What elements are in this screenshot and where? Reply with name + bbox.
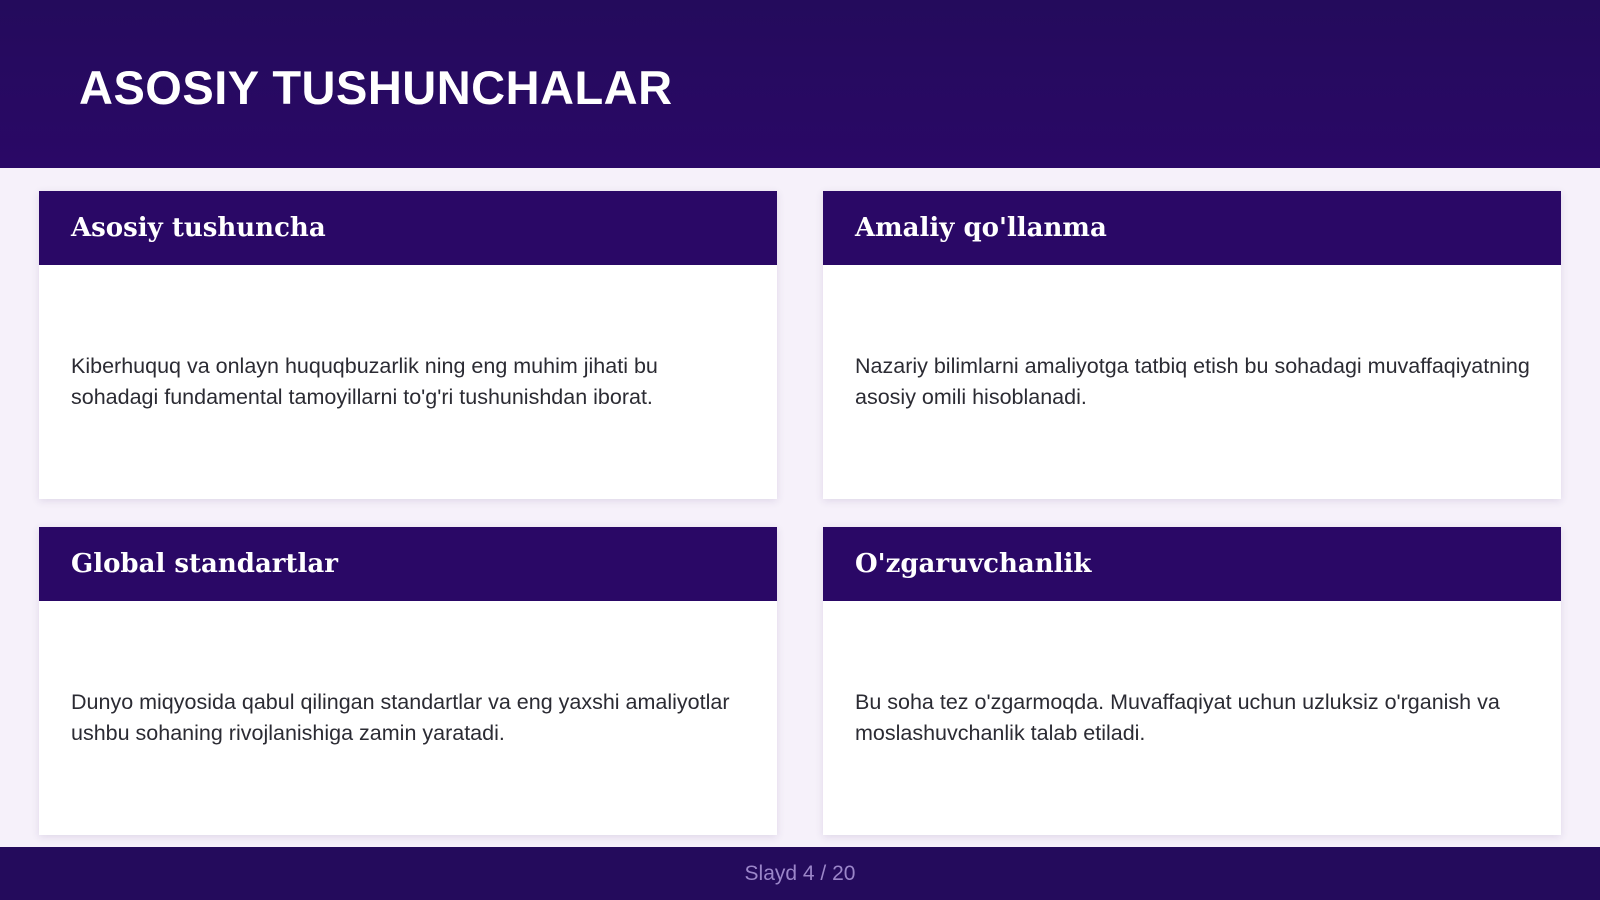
card-text: Kiberhuquq va onlayn huquqbuzarlik ning eng muhim jihati bu sohadagi fundamental tamoyillarni to'g'ri tushunishdan iborat. <box>71 354 658 409</box>
card-text: Dunyo miqyosida qabul qilingan standartlar va eng yaxshi amaliyotlar ushbu sohaning rivojlanishiga zamin yaratadi. <box>71 690 730 745</box>
slide-footer <box>0 847 1600 900</box>
card-ozgaruvchanlik <box>823 527 1561 835</box>
card-text: Bu soha tez o'zgarmoqda. Muvaffaqiyat uchun uzluksiz o'rganish va moslashuvchanlik talab etiladi. <box>855 690 1500 745</box>
card-header <box>39 191 777 265</box>
slide-counter: Slayd 4 / 20 <box>744 861 856 885</box>
card-asosiy-tushuncha <box>39 191 777 499</box>
card-amaliy-qollanma <box>823 191 1561 499</box>
card-title: Amaliy qo'llanma <box>855 213 1107 243</box>
slide-header <box>0 0 1600 168</box>
card-global-standartlar <box>39 527 777 835</box>
card-title: O'zgaruvchanlik <box>855 549 1092 579</box>
card-header <box>39 527 777 601</box>
card-body <box>855 265 1533 499</box>
card-body <box>71 265 749 499</box>
card-body <box>855 601 1533 835</box>
card-header <box>823 191 1561 265</box>
card-title: Global standartlar <box>71 549 338 579</box>
card-body <box>71 601 749 835</box>
card-title: Asosiy tushuncha <box>71 213 326 243</box>
slide-title: ASOSIY TUSHUNCHALAR <box>79 61 673 114</box>
card-header <box>823 527 1561 601</box>
card-text: Nazariy bilimlarni amaliyotga tatbiq etish bu sohadagi muvaffaqiyatning asosiy omili hisoblanadi. <box>855 354 1530 409</box>
